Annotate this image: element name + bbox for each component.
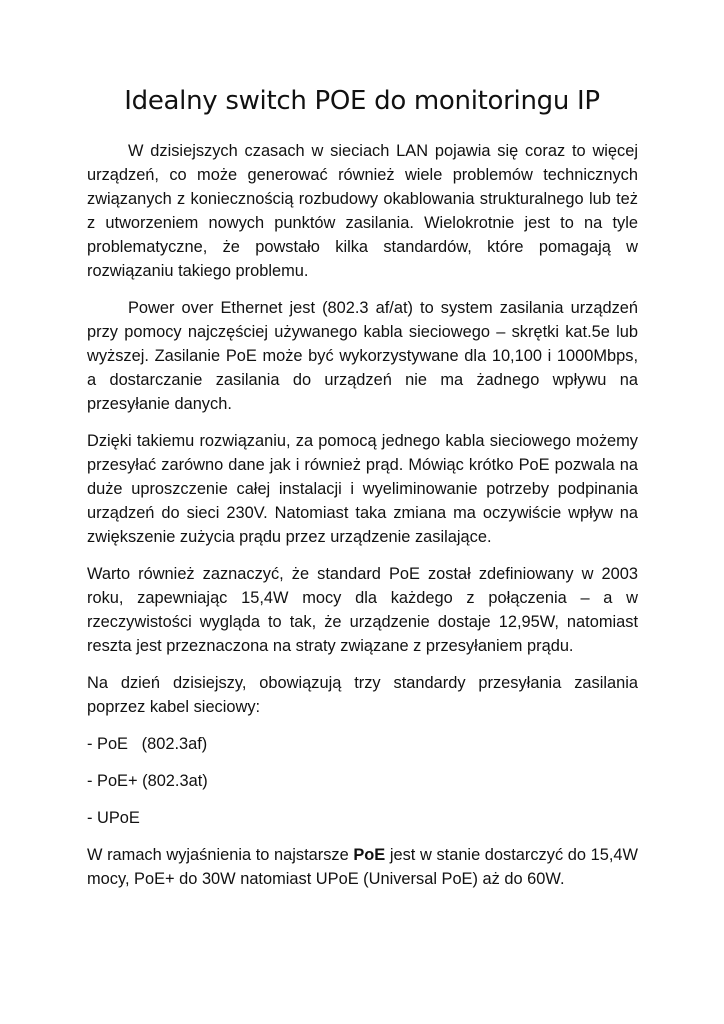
bold-poe-text: PoE (353, 846, 386, 864)
list-item: - UPoE (87, 809, 140, 827)
list-item: - PoE+ (802.3at) (87, 772, 208, 790)
document-body (87, 139, 638, 891)
paragraph-standards-intro: Na dzień dzisiejszy, obowiązują trzy standardy przesyłania zasilania poprzez kabel sieciowy: (87, 674, 638, 716)
document-title: Idealny switch POE do monitoringu IP (124, 86, 600, 116)
paragraph-poe-definition: Power over Ethernet jest (802.3 af/at) to system zasilania urządzeń przy pomocy najczęściej używanego kabla sieciowego – skrętki kat.5e lub wyższej. Zasilanie PoE może być wykorzystywane dla 10,100 i 1000Mbps, a dostarczanie zasilania do urządzeń nie ma żadnego wpływu na przesyłanie danych. (87, 299, 638, 413)
list-item: - PoE (802.3af) (87, 735, 208, 753)
paragraph-intro: W dzisiejszych czasach w sieciach LAN pojawia się coraz to więcej urządzeń, co może generować również wiele problemów technicznych związanych z koniecznością rozbudowy okablowania strukturalnego lub też z utworzeniem nowych punktów zasilania. Wielokrotnie jest to na tyle problematyczne, że powstało kilka standardów, które pomagają w rozwiązaniu takiego problemu. (87, 142, 638, 280)
paragraph-standard-history: Warto również zaznaczyć, że standard PoE został zdefiniowany w 2003 roku, zapewniając 15,4W mocy dla każdego z połączenia – a w rzeczywistości wygląda to tak, że urządzenie dostaje 12,95W, natomiast reszta jest przeznaczona na straty związane z przesyłaniem prądu. (87, 565, 638, 655)
paragraph-text-after: jest w stanie dostarczyć do 15,4W mocy, PoE+ do 30W natomiast UPoE (Universal PoE) aż do 60W. (87, 846, 638, 888)
paragraph-text-before: W ramach wyjaśnienia to najstarsze (87, 846, 354, 864)
paragraph-power-comparison (87, 843, 638, 891)
paragraph-benefits: Dzięki takiemu rozwiązaniu, za pomocą jednego kabla sieciowego możemy przesyłać zarówno dane jak i również prąd. Mówiąc krótko PoE pozwala na duże uproszczenie całej instalacji i wyeliminowanie potrzeby podpinania urządzeń do sieci 230V. Natomiast taka zmiana ma oczywiście wpływ na zwiększenie zużycia prądu przez urządzenie zasilające. (87, 432, 638, 546)
